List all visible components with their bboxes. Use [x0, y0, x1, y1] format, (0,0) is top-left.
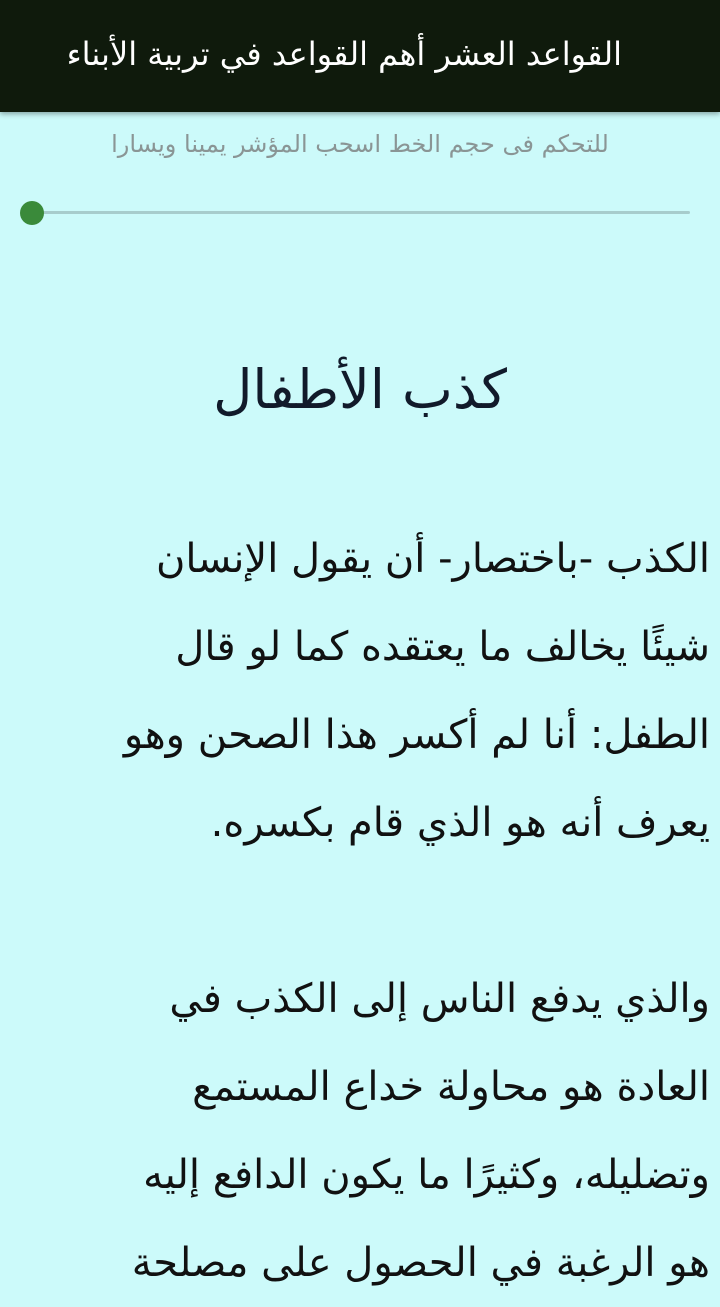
font-size-hint: للتحكم فى حجم الخط اسحب المؤشر يمينا ويسارا: [111, 130, 609, 158]
article-paragraph: [0, 955, 710, 1307]
paragraph-line: وتضليله، وكثيرًا ما يكون الدافع إليه: [143, 1152, 710, 1198]
article-paragraph: [0, 515, 710, 867]
font-size-slider[interactable]: [20, 198, 690, 228]
app-bar: [0, 0, 720, 112]
paragraph-line: العادة هو محاولة خداع المستمع: [192, 1064, 710, 1110]
paragraph-line: هو الرغبة في الحصول على مصلحة: [131, 1240, 710, 1286]
slider-thumb[interactable]: [20, 201, 44, 225]
paragraph-line: الكذب -باختصار- أن يقول الإنسان: [156, 536, 710, 582]
paragraph-line: شيئًا يخالف ما يعتقده كما لو قال: [175, 624, 710, 670]
paragraph-line: الطفل: أنا لم أكسر هذا الصحن وهو: [123, 712, 710, 758]
app-title: القواعد العشر أهم القواعد في تربية الأبناء: [66, 35, 622, 73]
paragraph-line: والذي يدفع الناس إلى الكذب في: [169, 976, 710, 1022]
article-title: كذب الأطفال: [213, 358, 507, 421]
slider-track[interactable]: [32, 211, 690, 214]
paragraph-line: يعرف أنه هو الذي قام بكسره.: [210, 800, 710, 846]
